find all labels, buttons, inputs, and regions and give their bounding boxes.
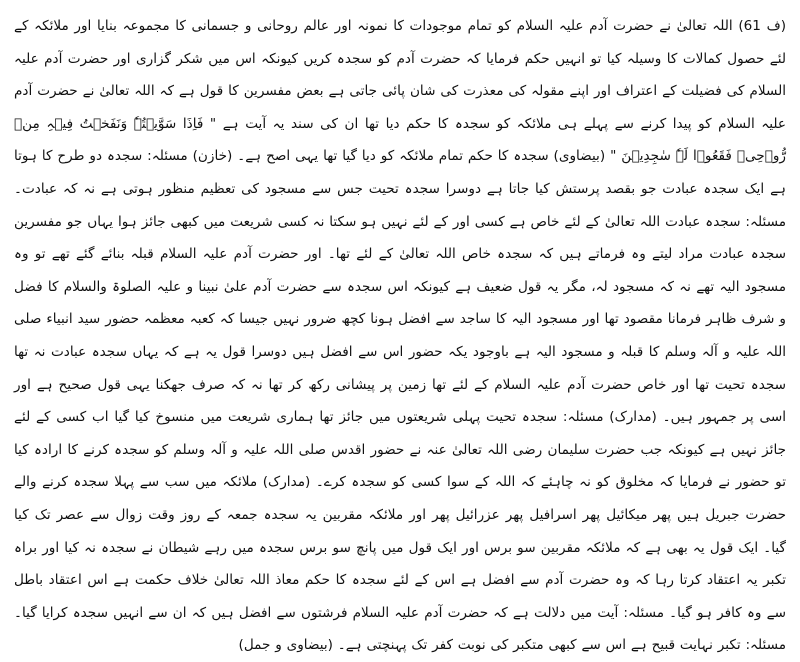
- tafsir-paragraph: (ف 61) اللہ تعالیٰ نے حضرت آدم علیہ السلام کو تمام موجودات کا نمونہ اور عالم روحانی و جسمانی کا مجموعہ بنایا اور ملائکہ کے لئے حصول کمالات کا وسیلہ کیا تو انہیں حکم فرمایا کہ حضرت آدم کو سجدہ کریں کیونکہ اس میں شکر گزاری اور حضرت آدم علیہ السلام کی فضیلت کے اعتراف اور اپنے مقولہ کی معذرت کی شان پائی جاتی ہے بعض مفسرین کا قول ہے کہ اللہ تعالیٰ نے حضرت آدم علیہ السلام کو پیدا کرنے سے پہلے ہی ملائکہ کو سجدہ کا حکم دیا تھا ان کی سند یہ آیت ہے " فَاِذَا سَوَّیۡتُہٗ وَنَفَخۡتُ فِیۡہِ مِنۡ رُّوۡحِیۡ فَقَعُوۡا لَہٗ سٰجِدِیۡنَ " (بیضاوی) سجدہ کا حکم تمام ملائکہ کو دیا گیا تھا یہی اصح ہے۔ (خازن) مسئلہ: سجدہ دو طرح کا ہوتا ہے ایک سجدہ عبادت جو بقصد پرستش کیا جاتا ہے دوسرا سجدہ تحیت جس سے مسجود کی تعظیم منظور ہوتی ہے نہ کہ عبادت۔ مسئلہ: سجدہ عبادت اللہ تعالیٰ کے لئے خاص ہے کسی اور کے لئے نہیں ہو سکتا نہ کسی شریعت میں کبھی جائز ہوا یہاں جو مفسرین سجدہ عبادت مراد لیتے وہ فرماتے ہیں کہ سجدہ خاص اللہ تعالیٰ کے لئے تھا۔ اور حضرت آدم علیہ السلام قبلہ بنائے گئے تھے تو وہ مسجود الیہ تھے نہ کہ مسجود لہ، مگر یہ قول ضعیف ہے کیونکہ اس سجدہ سے حضرت آدم علیٰ نبینا و علیہ الصلوۃ والسلام کا فضل و شرف ظاہر فرمانا مقصود تھا اور مسجود الیہ کا ساجد سے افضل ہونا کچھ ضرور نہیں جیسا کہ کعبہ معظمہ حضور سید انبیاء صلی اللہ علیہ و آلہ وسلم کا قبلہ و مسجود الیہ ہے باوجود یکہ حضور اس سے افضل ہیں دوسرا قول یہ ہے کہ یہاں سجدہ عبادت نہ تھا سجدہ تحیت تھا اور خاص حضرت آدم علیہ السلام کے لئے تھا زمین پر پیشانی رکھ کر تھا نہ کہ صرف جھکنا یہی قول صحیح ہے اور اسی پر جمہور ہیں۔ (مدارک) مسئلہ: سجدہ تحیت پہلی شریعتوں میں جائز تھا ہماری شریعت میں منسوخ کیا گیا اب کسی کے لئے جائز نہیں ہے کیونکہ جب حضرت سلیمان رضی اللہ تعالیٰ عنہ نے حضور اقدس صلی اللہ علیہ و آلہ وسلم کو سجدہ کرنے کا ارادہ کیا تو حضور نے فرمایا کہ مخلوق کو نہ چاہئے کہ اللہ کے سوا کسی کو سجدہ کرے۔ (مدارک) ملائکہ میں سب سے پہلا سجدہ کرنے والے حضرت جبریل ہیں پھر میکائیل پھر اسرافیل پھر عزرائیل پھر اور ملائکہ مقربین یہ سجدہ جمعہ کے روز وقت زوال سے عصر تک کیا گیا۔ ایک قول یہ بھی ہے کہ ملائکہ مقربین سو برس اور ایک قول میں پانچ سو برس سجدہ میں رہے شیطان نے سجدہ نہ کیا اور براہ تکبر یہ اعتقاد کرتا رہا کہ وہ حضرت آدم سے افضل ہے اس کے لئے سجدہ کا حکم معاذ اللہ تعالیٰ خلاف حکمت ہے اس اعتقاد باطل سے وہ کافر ہو گیا۔ مسئلہ: آیت میں دلالت ہے کہ حضرت آدم علیہ السلام فرشتوں سے افضل ہیں کہ ان سے انہیں سجدہ کرایا گیا۔ مسئلہ: تکبر نہایت قبیح ہے اس سے کبھی متکبر کی نوبت کفر تک پہنچتی ہے۔ (بیضاوی و جمل): [14, 18, 786, 654]
